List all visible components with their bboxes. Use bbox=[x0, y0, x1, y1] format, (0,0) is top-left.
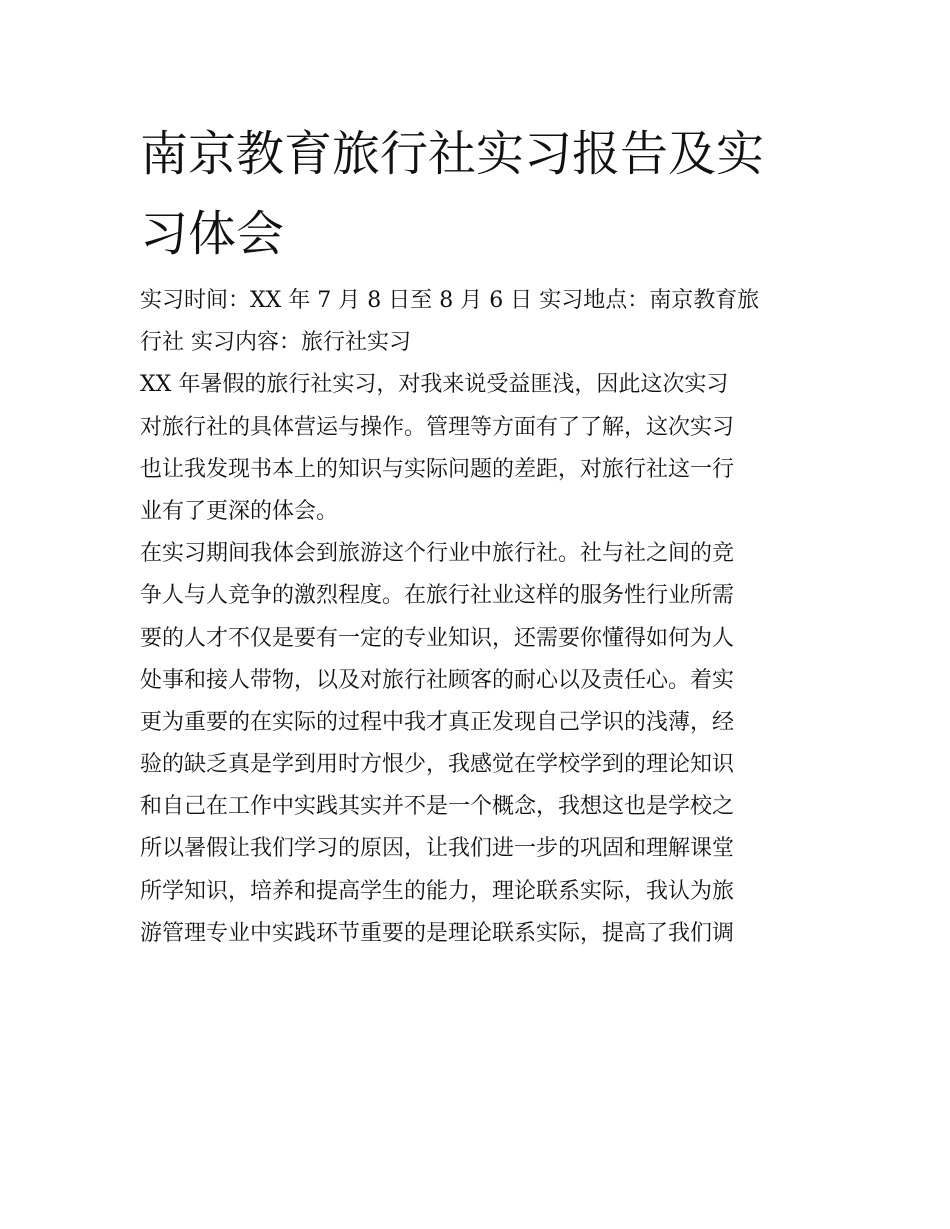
body-line: 业有了更深的体会。 bbox=[140, 498, 339, 524]
body-line: 所学知识，培养和提高学生的能力，理论联系实际，我认为旅 bbox=[140, 878, 735, 904]
title-line: 习体会 bbox=[140, 206, 285, 262]
body-line: 争人与人竞争的激烈程度。在旅行社业这样的服务性行业所需 bbox=[140, 583, 735, 609]
document-title bbox=[140, 114, 820, 274]
document-body bbox=[140, 280, 830, 955]
body-line: XX 年暑假的旅行社实习，对我来说受益匪浅，因此这次实习 bbox=[140, 372, 729, 398]
body-line: 和自己在工作中实践其实并不是一个概念，我想这也是学校之 bbox=[140, 794, 735, 820]
body-line: 要的人才不仅是要有一定的专业知识，还需要你懂得如何为人 bbox=[140, 625, 735, 651]
body-line: 所以暑假让我们学习的原因，让我们进一步的巩固和理解课堂 bbox=[140, 836, 735, 862]
body-line: 游管理专业中实践环节重要的是理论联系实际，提高了我们调 bbox=[140, 920, 735, 946]
body-line: 实习时间：XX 年 7 月 8 日至 8 月 6 日 实习地点：南京教育旅 bbox=[140, 288, 760, 313]
body-line: 对旅行社的具体营运与操作。管理等方面有了了解，这次实习 bbox=[140, 414, 735, 440]
body-line: 验的缺乏真是学到用时方恨少，我感觉在学校学到的理论知识 bbox=[140, 752, 735, 778]
body-line: 处事和接人带物，以及对旅行社顾客的耐心以及责任心。着实 bbox=[140, 667, 735, 693]
body-line: 更为重要的在实际的过程中我才真正发现自己学识的浅薄，经 bbox=[140, 709, 735, 735]
body-line: 也让我发现书本上的知识与实际问题的差距，对旅行社这一行 bbox=[140, 456, 735, 482]
title-line: 南京教育旅行社实习报告及实 bbox=[140, 126, 765, 182]
body-line: 行社 实习内容：旅行社实习 bbox=[140, 330, 411, 356]
body-line: 在实习期间我体会到旅游这个行业中旅行社。社与社之间的竞 bbox=[140, 541, 735, 567]
